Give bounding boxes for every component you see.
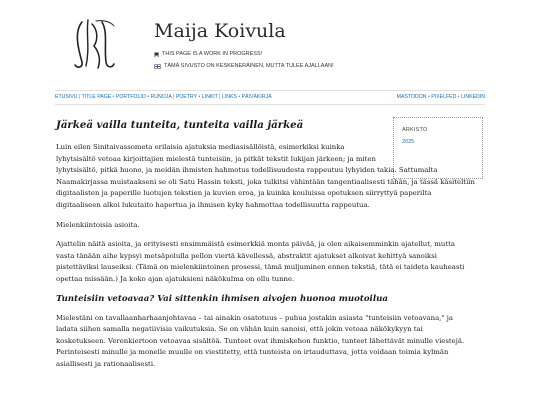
header-divider: [55, 90, 485, 91]
nav-left: [55, 94, 272, 100]
nav-separator: |: [77, 94, 82, 100]
nav-separator: •: [111, 94, 116, 100]
text-line: Luin eilen Sinitaivassometa erilaisia ajatuksia mediasisällöistä, esimerkiksi kuinka: [56, 143, 345, 151]
post-title: Järkeä vailla tunteita, tunteita vailla järkeä: [56, 119, 304, 131]
nav-separator: |: [217, 94, 222, 100]
site-logo[interactable]: [68, 18, 120, 70]
paragraph-4: [56, 313, 465, 371]
nav-right: [397, 94, 485, 100]
text-line: digitaalisten ja paperille luotujen tekstien ja kuvien eroa, ja kuinka kouluissa opetuksen siirryttyä paperilta: [56, 189, 432, 198]
construction-icon: [154, 52, 159, 57]
text-line: lyhytsisältö vetoaa kirjoittajien mielestä tunteisiin, ja pitkät tekstit lukijan järkeen; ja miten: [56, 154, 376, 163]
monogram-logo-icon: [68, 18, 120, 70]
nav-separator: •: [456, 94, 462, 100]
post-subheading: Tunteisiin vetoavaa? Vai sittenkin ihmisen aivojen huonoa muotoilua: [56, 293, 388, 304]
nav-link-links[interactable]: LINKS: [221, 94, 237, 100]
text-line: Perinteisesti minulle ja monelle muulle on viestitetty, että tunteista on irtauduttava, jotta voidaan toimia kylmän: [56, 348, 449, 357]
nav-link-linkedin[interactable]: LINKEDIN: [461, 94, 485, 100]
nav-separator: •: [236, 94, 242, 100]
nav-separator: |: [171, 94, 176, 100]
nav-link-runoja[interactable]: RUNOJA: [150, 94, 172, 100]
nav-link-paivakirja[interactable]: PÄIVÄKIRJA: [241, 94, 272, 100]
text-line: opettaa missään.) Ja koko ajan ajatuksieni näkökulma on ollu tunne.: [56, 274, 295, 283]
text-line: asiallisesti ja rationaalisesti.: [56, 359, 156, 368]
nav-divider: [55, 104, 485, 105]
nav-link-title-page[interactable]: TITLE PAGE: [81, 94, 112, 100]
text-line: ladata siihen samalla negatiivisia vaikutuksia. Se on vähän kuin sanoisi, että jokin vetoaa näkökykyyn tai: [56, 325, 423, 334]
nav-link-etusivu[interactable]: ETUSIVU: [55, 94, 78, 100]
main-navigation: [55, 94, 485, 102]
text-line: kosketukseen. Verenkiertoon vetoavaa sisältöä. Tunteet ovat ihmiskehon funktio, tunteet lähettävät minulle viestejä.: [56, 336, 465, 345]
notice-english-text: THIS PAGE IS A WORK IN PROGRESS!: [162, 51, 263, 57]
site-title[interactable]: Maija Koivula: [154, 20, 286, 42]
nav-link-linkit[interactable]: LINKIT: [201, 94, 218, 100]
text-line: Mielenkiintoisia asioita.: [56, 220, 140, 229]
text-line: Mielestäni on tavallaanharhaanjohtavaa – tai ainakin osatotuus – puhua jostakin asiasta "tunteisiin vetoavana," ja: [56, 313, 453, 322]
notice-finnish-text: TÄMÄ SIVUSTO ON KESKENERÄINEN, MUTTA TULEE AJALLAAN!: [164, 63, 334, 69]
paragraph-3: [56, 239, 465, 285]
paragraph-2: [56, 220, 386, 232]
notice-english: [154, 51, 262, 57]
text-line: digitaaliseen alkoi lukutaito hapertua ja ihmisen kyky hahmottaa todellisuutta rappeutua.: [56, 200, 370, 209]
nav-link-portfolio[interactable]: PORTFOLIO: [115, 94, 146, 100]
text-line: vasta tänään aihe kypsyi metsäpolulla pellon viertä kävellessä, abstraktit ajatukset alkoivat kehittyä sanoiksi: [56, 251, 437, 260]
archive-year-link[interactable]: 2025: [402, 139, 415, 145]
nav-link-mastodon[interactable]: MASTODON: [396, 94, 427, 100]
finnish-flag-icon: [154, 64, 161, 69]
nav-link-poetry[interactable]: POETRY: [175, 94, 197, 100]
nav-separator: •: [196, 94, 202, 100]
text-line: pistettäviksi lauseiksi. (Tämä on mielenkiintoinen prosessi, tämä muljuminen ennen tekstiä, tätä ei taideta kauheasti: [56, 263, 465, 272]
notice-finnish: [154, 63, 334, 69]
nav-separator: •: [426, 94, 432, 100]
nav-separator: •: [145, 94, 151, 100]
text-line: lyhytsisältö, pitkä huono, ja meidän ihmisten hahmotus todellisuudesta rappeutuu lyhyiden takia. Sattumalta: [56, 166, 438, 175]
archive-label: ARKISTO: [402, 127, 428, 133]
text-line: Naamakirjassa muistaakseni se oli Satu Hassin teksti, joka tulkitsi vähintään tangentiaalisesti tähän, ja tässä käsiteltiin: [56, 177, 475, 186]
text-line: Ajattelin näitä asioita, ja erityisesti ensimmäistä esimerkkiä monta päivää, ja olen aikaisemminkin ajatellut, mutta: [56, 240, 455, 249]
nav-link-pixelfed[interactable]: PIXELFED: [431, 94, 457, 100]
